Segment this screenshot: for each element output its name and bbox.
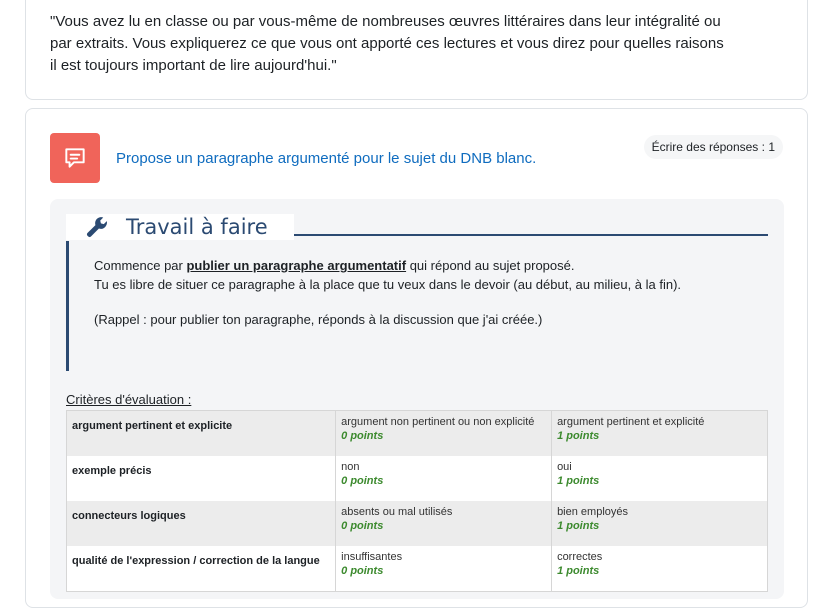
description-box bbox=[50, 199, 784, 599]
wrench-icon bbox=[86, 216, 108, 238]
criterion-name: connecteurs logiques bbox=[67, 501, 336, 546]
criteria-table bbox=[66, 410, 768, 592]
task-header bbox=[66, 214, 294, 240]
activity-card bbox=[25, 108, 808, 608]
task-instructions bbox=[66, 241, 759, 371]
instruction-highlight: publier un paragraphe argumentatif bbox=[186, 258, 407, 273]
task-title: Travail à faire bbox=[126, 215, 268, 239]
criteria-label: Critères d'évaluation : bbox=[66, 392, 192, 407]
quote-line-1: "Vous avez lu en classe ou par vous-même de nombreuses œuvres littéraires dans leur intégralité ou bbox=[50, 13, 721, 30]
quote-line-2: par extraits. Vous expliquerez ce que vous ont apporté ces lectures et vous direz pour quelles raisons bbox=[50, 35, 724, 52]
activity-link[interactable]: Propose un paragraphe argumenté pour le sujet du DNB blanc. bbox=[116, 150, 537, 167]
criteria-row bbox=[67, 456, 768, 501]
criterion-name: qualité de l'expression / correction de la langue bbox=[67, 546, 336, 592]
criterion-level: correctes 1 points bbox=[552, 546, 768, 592]
criterion-level: insuffisantes 0 points bbox=[336, 546, 552, 592]
criterion-level: oui 1 points bbox=[552, 456, 768, 501]
criterion-level: non 0 points bbox=[336, 456, 552, 501]
criteria-row bbox=[67, 546, 768, 592]
instruction-line-2: Tu es libre de situer ce paragraphe à la place que tu veux dans le devoir (au début, au milieu, à la fin). bbox=[94, 277, 682, 292]
completion-badge: Écrire des réponses : 1 bbox=[644, 135, 783, 159]
instruction-line-1: Commence par publier un paragraphe argumentatif qui répond au sujet proposé. bbox=[94, 258, 575, 273]
instruction-reminder: (Rappel : pour publier ton paragraphe, réponds à la discussion que j'ai créée.) bbox=[94, 312, 543, 327]
criterion-level: argument non pertinent ou non explicité 0 points bbox=[336, 411, 552, 457]
criterion-level: bien employés 1 points bbox=[552, 501, 768, 546]
criterion-level: absents ou mal utilisés 0 points bbox=[336, 501, 552, 546]
quote-line-3: il est toujours important de lire aujourd'hui." bbox=[50, 57, 337, 74]
criteria-row bbox=[67, 411, 768, 457]
title-rule bbox=[290, 234, 768, 236]
criterion-level: argument pertinent et explicité 1 points bbox=[552, 411, 768, 457]
criterion-name: exemple précis bbox=[67, 456, 336, 501]
prompt-card bbox=[25, 0, 808, 100]
criteria-row bbox=[67, 501, 768, 546]
forum-chat-icon[interactable] bbox=[50, 133, 100, 183]
subject-quote bbox=[50, 11, 770, 77]
criterion-name: argument pertinent et explicite bbox=[67, 411, 336, 457]
